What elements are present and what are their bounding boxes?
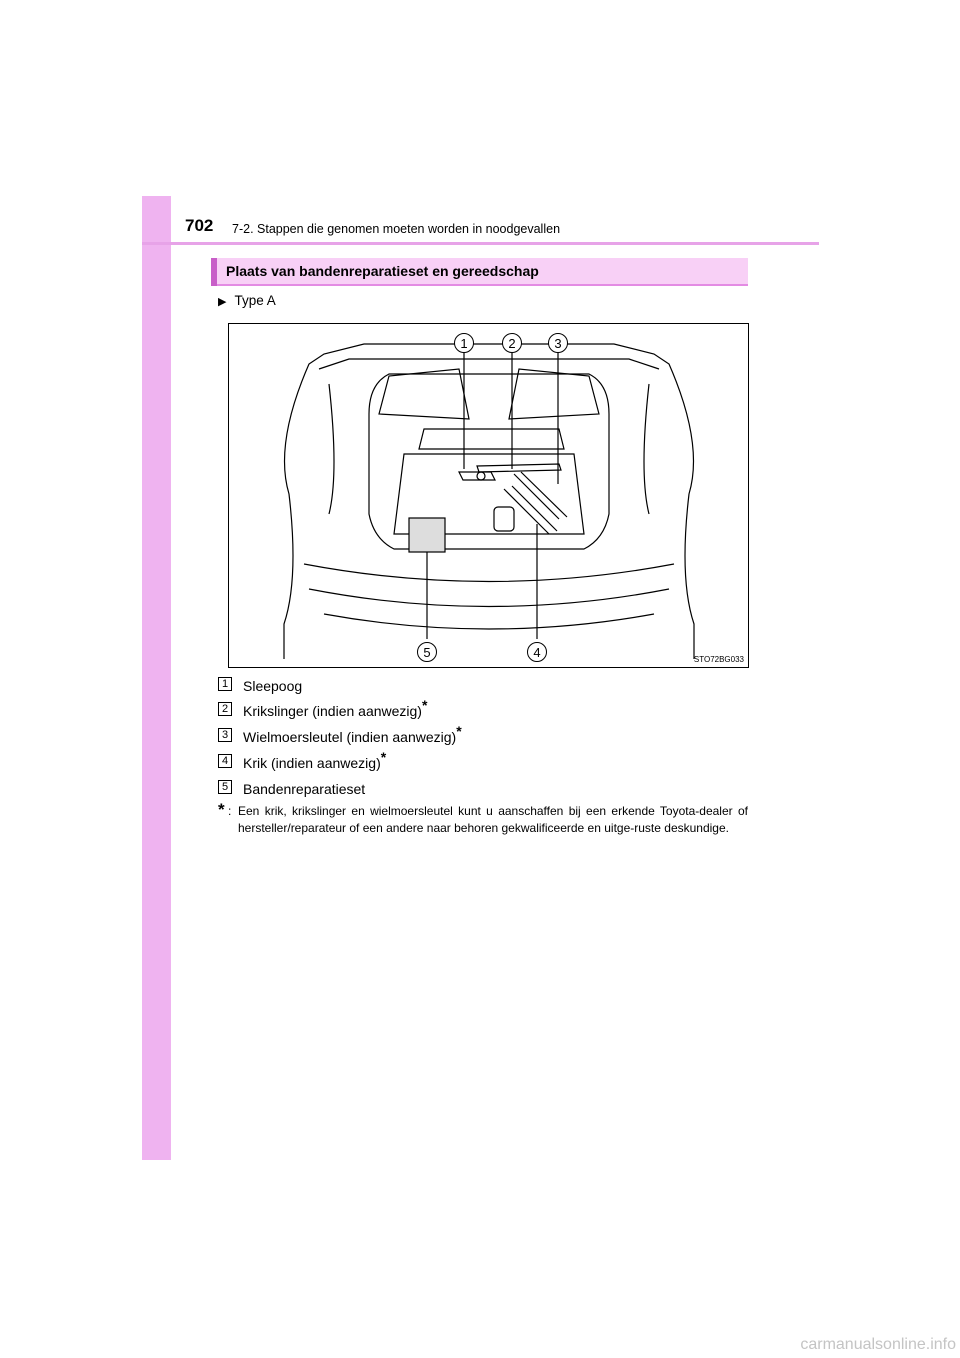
legend-label: Krik (indien aanwezig) [243,755,381,771]
legend-label: Bandenreparatieset [243,781,366,797]
number-box: 5 [218,780,232,794]
number-box: 1 [218,677,232,691]
side-tab-bar [142,196,171,1160]
trunk-drawing [229,324,748,667]
figure-code: STO72BG033 [693,655,744,664]
footnote-marker: * [456,723,462,739]
type-label-text: Type A [234,293,276,308]
chapter-title: 7-2. Stappen die genomen moeten worden in noodgevallen [232,222,561,236]
callout-2: 2 [502,333,522,353]
legend-label: Wielmoersleutel (indien aanwezig) [243,729,457,745]
callout-3: 3 [548,333,568,353]
section-title: Plaats van bandenreparatieset en gereedschap [226,263,539,279]
legend-label: Krikslinger (indien aanwezig) [243,703,422,719]
callout-4: 4 [527,642,547,662]
footnote-marker: * [380,749,387,765]
footnote-marker: * [421,697,428,713]
number-box: 3 [218,728,232,742]
number-box: 4 [218,754,232,768]
watermark: carmanualsonline.info [800,1336,956,1353]
callout-1: 1 [454,333,474,353]
type-label [218,293,276,308]
footnote-colon: : [228,804,232,818]
section-heading [211,258,748,286]
footnote [218,800,748,837]
page-number: 702 [185,216,214,235]
section-accent-bar [211,258,217,286]
legend-label: Sleepoog [243,678,303,694]
trunk-illustration [228,323,749,668]
triangle-bullet-icon: ▶ [218,296,227,308]
footnote-text: Een krik, krikslinger en wielmoersleutel kunt u aanschaffen bij een erkende Toyota-dealer of hersteller/reparateur of een andere naar behoren gekwalificeerde en uitge-ruste deskundige. [238,804,748,835]
number-box: 2 [218,702,232,716]
footnote-star: * [218,800,225,819]
header-rule [142,242,819,245]
callout-5: 5 [417,642,437,662]
